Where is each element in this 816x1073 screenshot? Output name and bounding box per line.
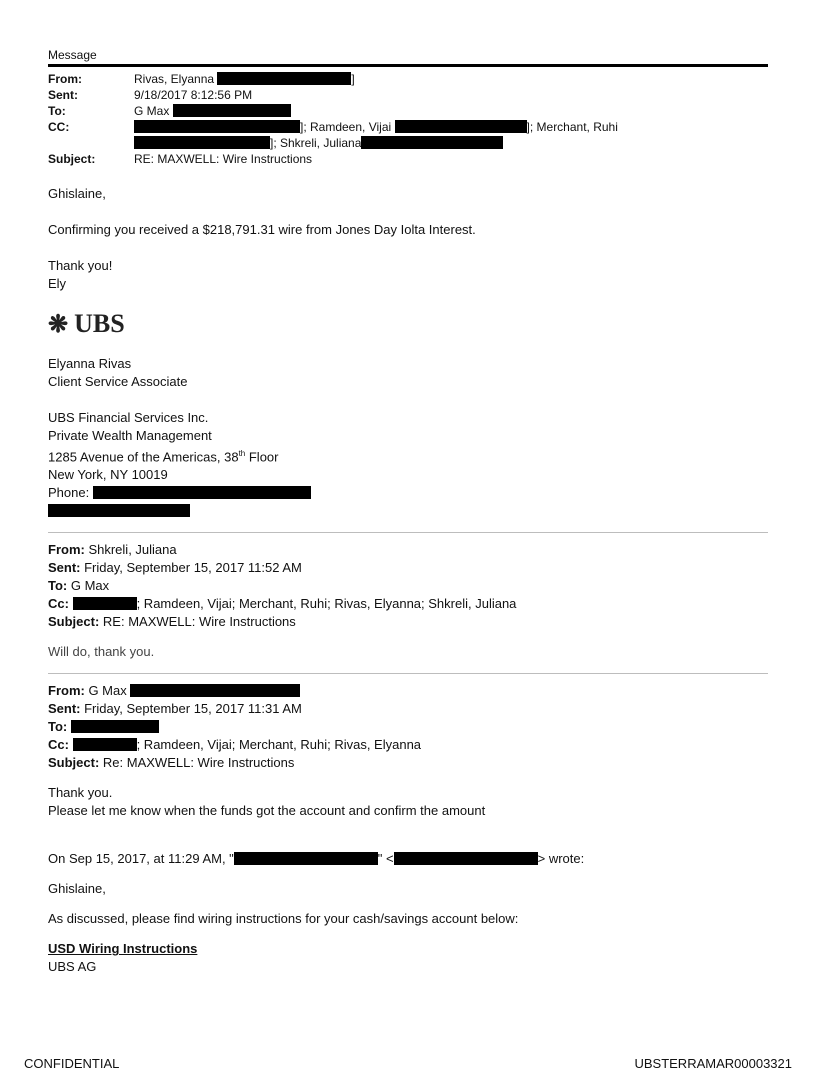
ubs-logo: [48, 309, 768, 339]
signature-city: New York, NY 10019: [48, 467, 168, 483]
email3-greeting: Ghislaine,: [48, 881, 106, 897]
header-from-row: From: Rivas, Elyanna ]: [48, 72, 355, 86]
email3-discussed: As discussed, please find wiring instructions for your cash/savings account below:: [48, 911, 519, 927]
redaction-box: [217, 72, 351, 85]
email2-subject: Subject: RE: MAXWELL: Wire Instructions: [48, 614, 296, 630]
logo-text: UBS: [74, 309, 125, 338]
redaction-box: [130, 684, 300, 697]
body-line: Confirming you received a $218,791.31 wire from Jones Day Iolta Interest.: [48, 222, 476, 237]
redaction-box: [134, 136, 270, 149]
footer-confidential: CONFIDENTIAL: [24, 1056, 120, 1071]
sign-off: Ely: [48, 276, 67, 291]
signature-phone: Phone:: [48, 484, 768, 502]
cc-key: CC:: [48, 120, 70, 134]
email-document: [48, 44, 768, 976]
redaction-box: [93, 486, 311, 499]
email3-body: Please let me know when the funds got the account and confirm the amount: [48, 803, 486, 819]
email3-from: From: G Max: [48, 682, 768, 700]
to-key: To:: [48, 104, 66, 118]
redaction-box: [234, 852, 378, 865]
sent-key: Sent:: [48, 88, 78, 102]
email-divider: [48, 673, 768, 674]
signature-division: Private Wealth Management: [48, 428, 212, 443]
redaction-box: [134, 120, 300, 133]
header-cc-row: [48, 119, 768, 151]
redaction-box: [395, 120, 527, 133]
email2-to: To: G Max: [48, 578, 110, 594]
signature-title: Client Service Associate: [48, 374, 188, 389]
email3-sent: Sent: Friday, September 15, 2017 11:31 AM: [48, 701, 302, 717]
header-sent-row: [48, 87, 768, 103]
cc-value-2: ]; Merchant, Ruhi: [526, 120, 618, 134]
redaction-box: [71, 720, 159, 733]
email3-to: To:: [48, 718, 768, 736]
header-to-row: [48, 103, 768, 119]
email2-body: Will do, thank you.: [48, 644, 155, 660]
to-value: G Max: [134, 104, 170, 118]
from-value: Rivas, Elyanna: [134, 72, 215, 86]
quote-line: On Sep 15, 2017, at 11:29 AM, " " < > wrote:: [48, 851, 585, 867]
email3-cc: Cc: ; Ramdeen, Vijai; Merchant, Ruhi; Rivas, Elyanna: [48, 737, 422, 753]
cc-value-3: ]; Shkreli, Juliana: [270, 136, 362, 150]
email3-subject: Subject: Re: MAXWELL: Wire Instructions: [48, 755, 295, 771]
usd-wiring-heading: USD Wiring Instructions: [48, 941, 198, 957]
header-subject-row: [48, 151, 768, 167]
footer-bates-number: UBSTERRAMAR00003321: [634, 1056, 792, 1071]
redaction-box: [73, 597, 137, 610]
redaction-box: [73, 738, 137, 751]
greeting: Ghislaine,: [48, 186, 106, 201]
redaction-box: [361, 136, 503, 149]
ubs-keys-icon: ❋: [48, 311, 69, 338]
sent-value: 9/18/2017 8:12:56 PM: [134, 88, 253, 102]
thanks-line: Thank you!: [48, 258, 113, 273]
redaction-box: [394, 852, 538, 865]
email2-from: From: Shkreli, Juliana: [48, 542, 177, 558]
signature-name: Elyanna Rivas: [48, 356, 132, 371]
signature-company: UBS Financial Services Inc.: [48, 410, 209, 425]
signature-address: 1285 Avenue of the Americas, 38th Floor: [48, 449, 279, 465]
redaction-box: [48, 504, 190, 517]
header-divider: [48, 64, 768, 67]
bank-name: UBS AG: [48, 959, 97, 975]
email2-sent: Sent: Friday, September 15, 2017 11:52 AM: [48, 560, 302, 576]
from-key: From:: [48, 72, 82, 86]
email-divider: [48, 532, 768, 533]
message-label: Message: [48, 48, 97, 62]
email2-cc: Cc: ; Ramdeen, Vijai; Merchant, Ruhi; Rivas, Elyanna; Shkreli, Juliana: [48, 596, 517, 612]
subject-key: Subject:: [48, 152, 96, 166]
email3-thanks: Thank you.: [48, 785, 113, 801]
subject-value: RE: MAXWELL: Wire Instructions: [134, 152, 313, 166]
cc-value-1: ]; Ramdeen, Vijai: [300, 120, 392, 134]
redaction-box: [173, 104, 291, 117]
